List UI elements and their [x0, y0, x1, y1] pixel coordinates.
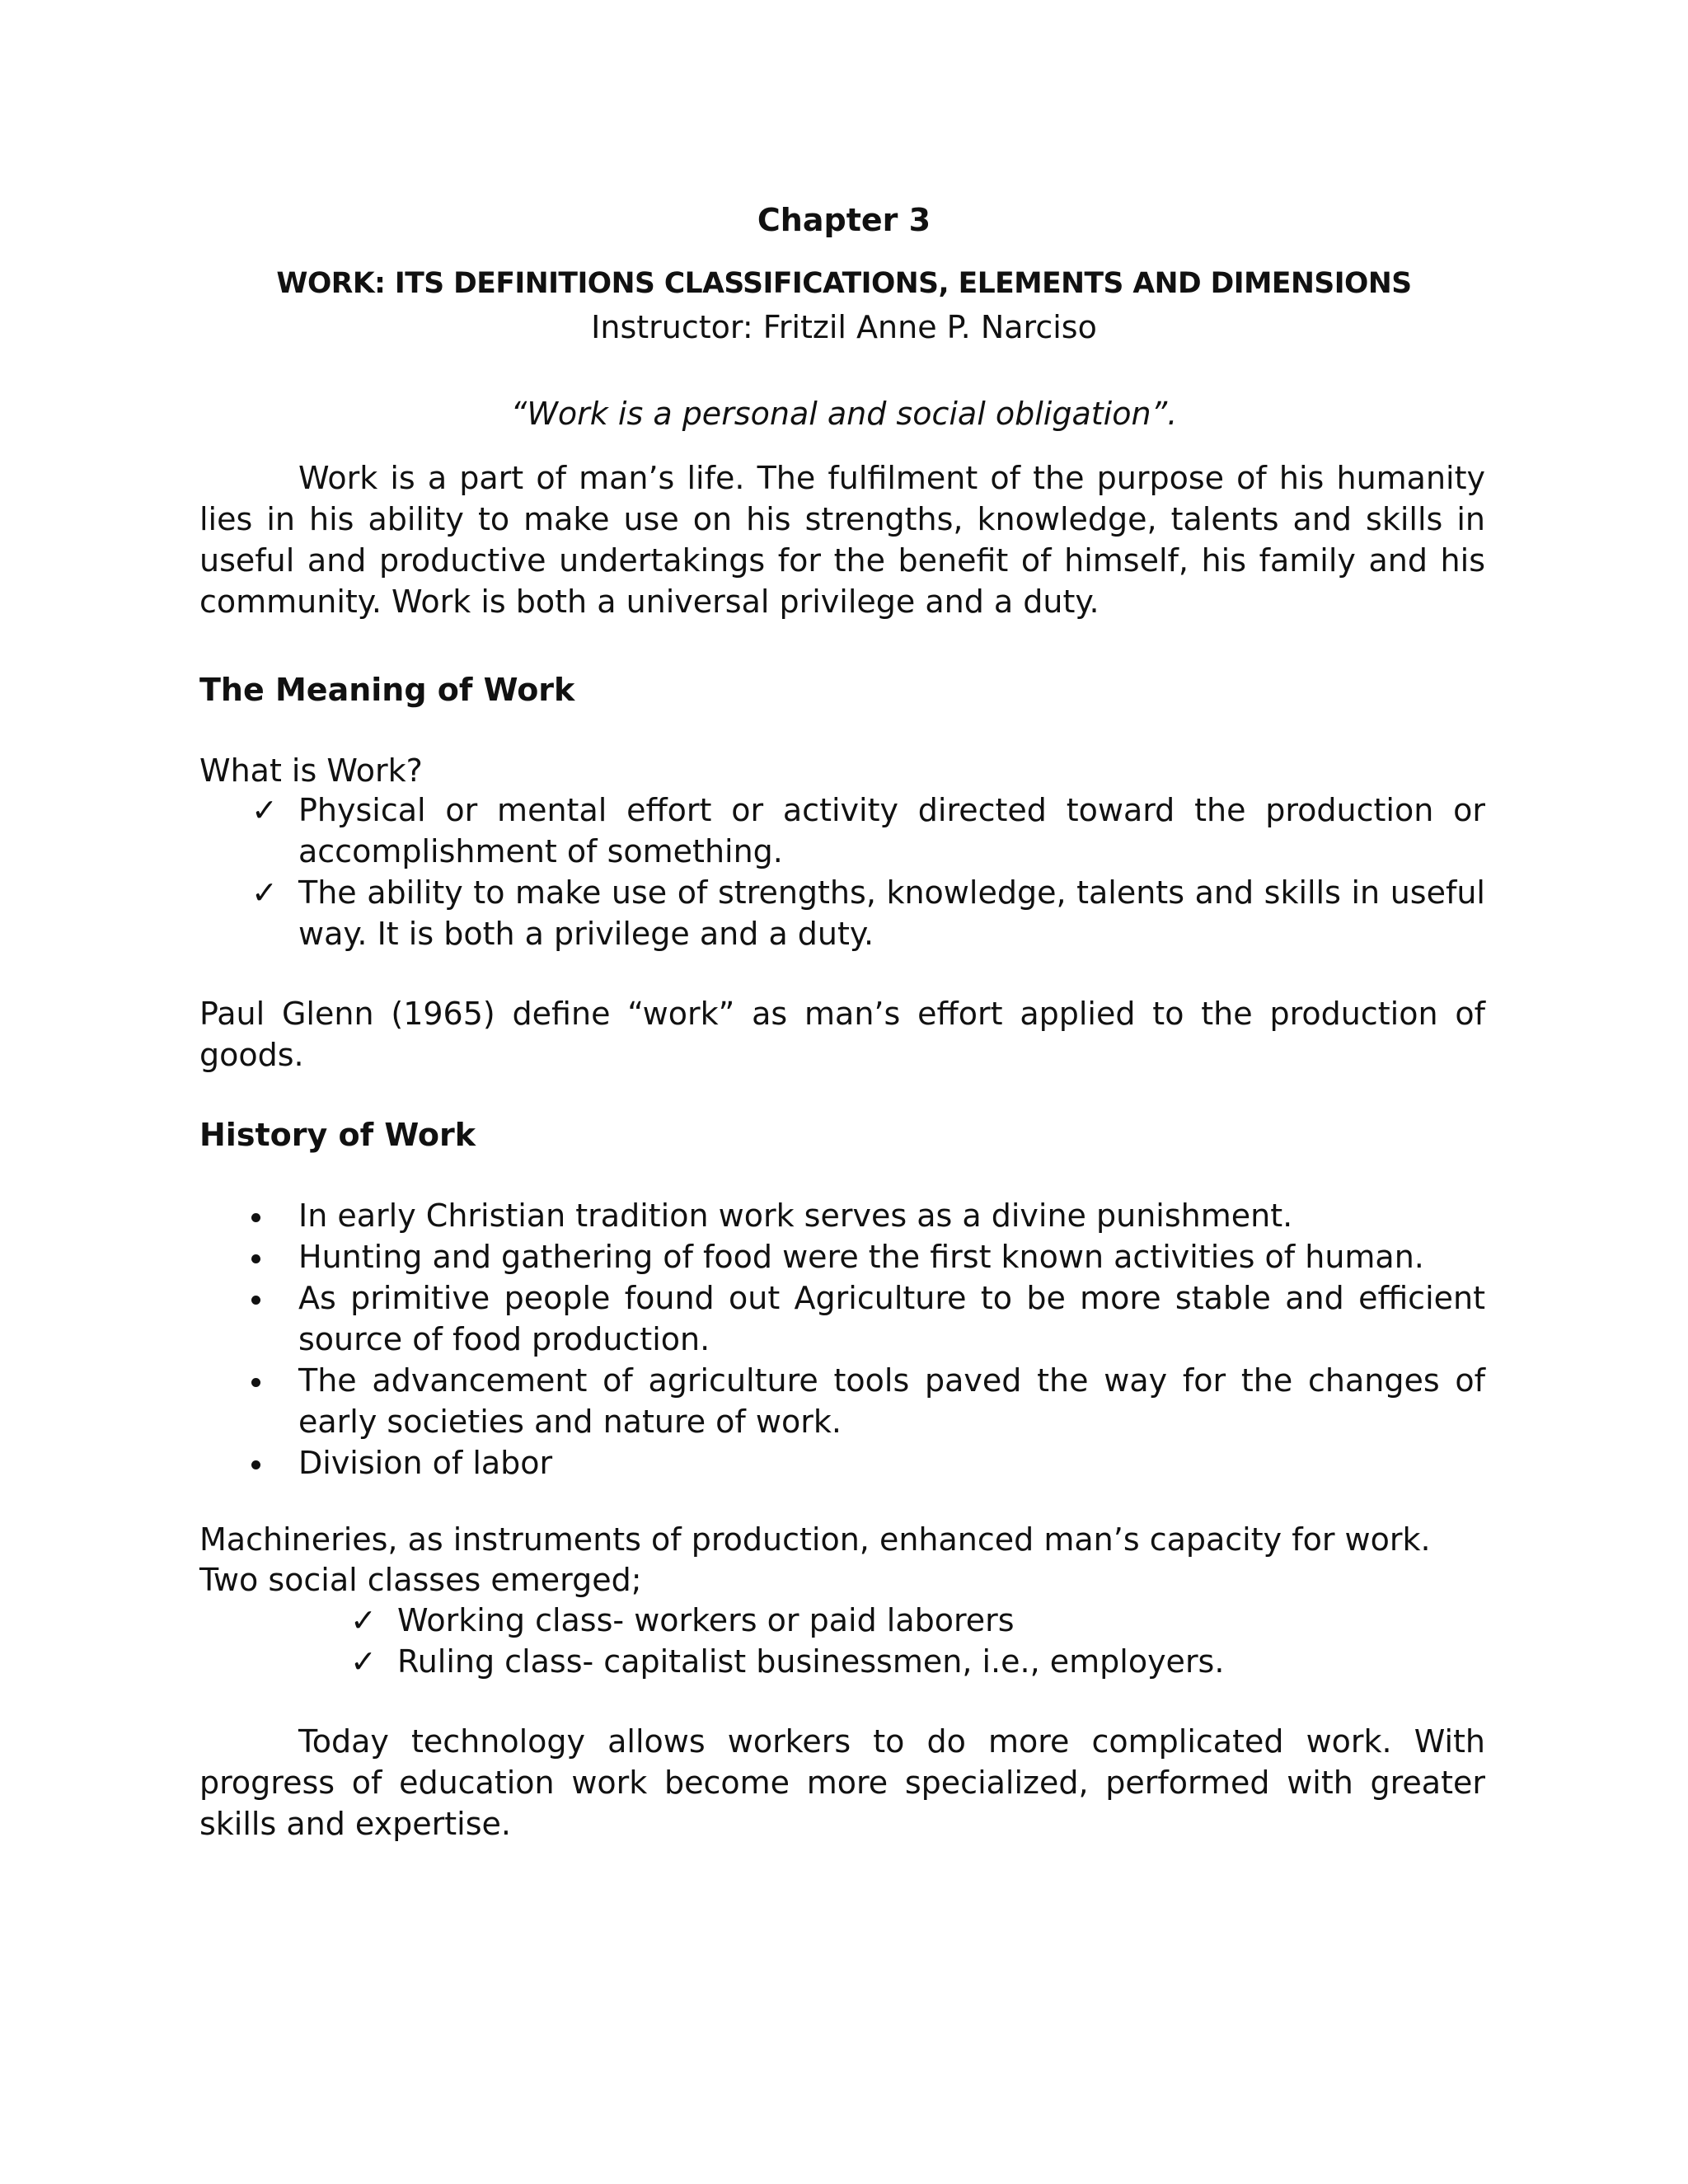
list-item-text: As primitive people found out Agriculture to be more stable and efficient source of food production.	[298, 1280, 1485, 1357]
list-item	[199, 1195, 1485, 1236]
bullet-icon	[251, 1277, 260, 1319]
epigraph-quote: “Work is a personal and social obligation”.	[510, 396, 1178, 432]
list-item	[199, 1600, 1485, 1641]
list-item	[199, 1360, 1485, 1442]
glenn-definition: Paul Glenn (1965) define “work” as man’s effort applied to the production of goods.	[199, 996, 1485, 1073]
check-icon: ✓	[350, 1602, 377, 1638]
list-item-text: In early Christian tradition work serves as a divine punishment.	[298, 1197, 1293, 1234]
social-classes-intro: Two social classes emerged;	[199, 1562, 642, 1598]
social-classes-list	[199, 1600, 1485, 1682]
list-item	[199, 790, 1485, 872]
what-is-work-question: What is Work?	[199, 752, 423, 789]
list-item	[199, 1277, 1485, 1360]
bullet-icon	[251, 1195, 260, 1236]
bullet-icon	[251, 1236, 260, 1277]
check-icon: ✓	[350, 1643, 377, 1680]
list-item-text: Physical or mental effort or activity directed toward the production or accomplishment of something.	[298, 792, 1485, 869]
list-item-text: Hunting and gathering of food were the first known activities of human.	[298, 1239, 1424, 1275]
list-item-text: Ruling class- capitalist businessmen, i.e., employers.	[397, 1643, 1225, 1680]
machineries-sentence: Machineries, as instruments of production, enhanced man’s capacity for work.	[199, 1521, 1431, 1558]
intro-paragraph: Work is a part of man’s life. The fulfilment of the purpose of his humanity lies in his ability to make use on his strengths, knowledge, talents and skills in useful and productive undertakings for the benefit of himself, his family and his community. Work is both a universal privilege and a duty.	[199, 460, 1485, 620]
history-bullet-list	[199, 1195, 1485, 1483]
check-icon: ✓	[251, 792, 278, 828]
check-icon: ✓	[251, 874, 278, 911]
list-item-text: Working class- workers or paid laborers	[397, 1602, 1015, 1638]
bullet-icon	[251, 1442, 260, 1483]
list-item	[199, 1641, 1485, 1682]
today-technology-paragraph: Today technology allows workers to do more complicated work. With progress of education work become more specialized, performed with greater skills and expertise.	[199, 1723, 1485, 1842]
instructor-line: Instructor: Fritzil Anne P. Narciso	[591, 309, 1097, 345]
list-item	[199, 1236, 1485, 1277]
list-item-text: The advancement of agriculture tools paved the way for the changes of early societies and nature of work.	[298, 1362, 1485, 1440]
work-definition-list	[199, 790, 1485, 954]
chapter-title: WORK: ITS DEFINITIONS CLASSIFICATIONS, ELEMENTS AND DIMENSIONS	[276, 267, 1412, 300]
list-item	[199, 872, 1485, 954]
list-item-text: Division of labor	[298, 1445, 553, 1481]
heading-meaning-of-work: The Meaning of Work	[199, 672, 575, 708]
bullet-icon	[251, 1360, 260, 1401]
chapter-label: Chapter 3	[757, 202, 931, 238]
list-item-text: The ability to make use of strengths, knowledge, talents and skills in useful way. It is both a privilege and a duty.	[298, 874, 1485, 952]
heading-history-of-work: History of Work	[199, 1117, 476, 1153]
list-item	[199, 1442, 1485, 1483]
